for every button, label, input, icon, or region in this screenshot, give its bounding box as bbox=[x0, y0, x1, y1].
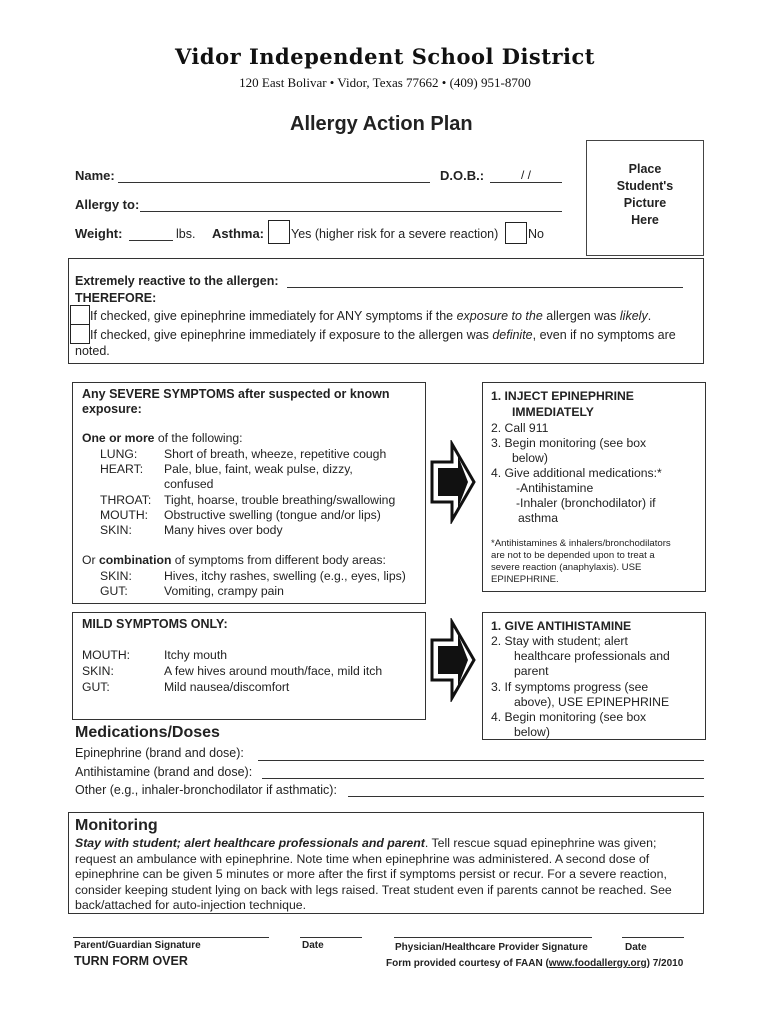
parent-signature-label: Parent/Guardian Signature bbox=[74, 940, 201, 951]
physician-date-line[interactable] bbox=[622, 937, 684, 938]
parent-signature-line[interactable] bbox=[73, 937, 269, 938]
severe-step-4-antihistamine: -Antihistamine bbox=[516, 481, 594, 495]
combo-area: GUT: bbox=[100, 584, 128, 598]
district-name: Vidor Independent School District bbox=[174, 44, 595, 69]
mild-symptom: Itchy mouth bbox=[164, 648, 227, 662]
dob-field[interactable]: / / bbox=[490, 168, 562, 183]
antihistamine-label: Antihistamine (brand and dose): bbox=[75, 765, 253, 779]
parent-date-line[interactable] bbox=[300, 937, 362, 938]
dob-label: D.O.B.: bbox=[440, 168, 485, 183]
mild-step-4: 4. Begin monitoring (see box bbox=[491, 710, 647, 724]
reactive-label: Extremely reactive to the allergen: bbox=[75, 274, 279, 288]
other-medication-field[interactable] bbox=[348, 782, 704, 797]
name-label: Name: bbox=[75, 168, 115, 183]
one-or-more-text: One or more of the following: bbox=[82, 431, 243, 445]
asthma-no-label: No bbox=[528, 227, 544, 241]
severe-symptom: Tight, hoarse, trouble breathing/swallowing bbox=[164, 493, 396, 507]
weight-unit: lbs. bbox=[176, 227, 196, 241]
epinephrine-field[interactable] bbox=[258, 746, 704, 761]
severe-area: HEART: bbox=[100, 462, 144, 476]
student-picture-box bbox=[586, 140, 704, 256]
weight-label: Weight: bbox=[75, 226, 123, 241]
mild-step-2-cont-2: parent bbox=[514, 664, 549, 678]
combination-text: Or combination of symptoms from different body areas: bbox=[82, 553, 386, 567]
mild-symptom: Mild nausea/discomfort bbox=[164, 680, 290, 694]
severe-note-1: *Antihistamines & inhalers/bronchodilators bbox=[491, 538, 671, 549]
other-medication-label: Other (e.g., inhaler-bronchodilator if asthmatic): bbox=[75, 783, 337, 797]
severe-area: SKIN: bbox=[100, 523, 132, 537]
asthma-yes-checkbox[interactable] bbox=[268, 220, 290, 244]
severe-area: MOUTH: bbox=[100, 508, 149, 522]
severe-heading-2: exposure: bbox=[82, 402, 142, 416]
mild-step-3-cont: above), USE EPINEPHRINE bbox=[514, 695, 670, 709]
severe-arrow-icon bbox=[428, 440, 478, 524]
weight-field[interactable] bbox=[129, 226, 173, 241]
mild-symptom: A few hives around mouth/face, mild itch bbox=[164, 664, 383, 678]
physician-signature-label: Physician/Healthcare Provider Signature bbox=[395, 942, 588, 953]
therefore-label: THEREFORE: bbox=[75, 291, 157, 305]
severe-step-4-inhaler: -Inhaler (bronchodilator) if bbox=[516, 496, 656, 510]
severe-heading-1: Any SEVERE SYMPTOMS after suspected or known bbox=[82, 387, 390, 401]
photo-line-1: Place bbox=[628, 162, 662, 176]
likely-exposure-checkbox[interactable] bbox=[70, 305, 90, 325]
district-address: 120 East Bolivar • Vidor, Texas 77662 • (409) 951-8700 bbox=[239, 75, 531, 90]
mild-area: GUT: bbox=[82, 680, 110, 694]
severe-step-3-cont: below) bbox=[512, 451, 548, 465]
severe-step-2: 2. Call 911 bbox=[491, 421, 549, 435]
medications-heading: Medications/Doses bbox=[75, 724, 220, 741]
mild-arrow-icon bbox=[428, 618, 478, 702]
likely-exposure-text: If checked, give epinephrine immediately for ANY symptoms if the exposure to the allergen was likely. bbox=[90, 309, 652, 323]
severe-step-1-cont: IMMEDIATELY bbox=[512, 405, 594, 419]
mild-step-2-cont: healthcare professionals and bbox=[514, 649, 670, 663]
severe-step-1: 1. INJECT EPINEPHRINE bbox=[491, 389, 634, 403]
severe-note-2: are not to be depended upon to treat a bbox=[491, 550, 655, 561]
photo-line-2: Student's bbox=[616, 179, 674, 193]
antihistamine-field[interactable] bbox=[262, 764, 704, 779]
combo-area: SKIN: bbox=[100, 569, 132, 583]
physician-date-label: Date bbox=[625, 942, 647, 953]
severe-step-3: 3. Begin monitoring (see box bbox=[491, 436, 647, 450]
allergy-field[interactable] bbox=[140, 197, 562, 212]
mild-step-4-cont: below) bbox=[514, 725, 550, 739]
parent-date-label: Date bbox=[302, 940, 324, 951]
mild-area: MOUTH: bbox=[82, 648, 131, 662]
mild-step-2: 2. Stay with student; alert bbox=[491, 634, 628, 648]
severe-symptom: Many hives over body bbox=[164, 523, 283, 537]
severe-step-4: 4. Give additional medications:* bbox=[491, 466, 662, 480]
severe-symptom: Short of breath, wheeze, repetitive cough bbox=[164, 447, 387, 461]
turn-form-over: TURN FORM OVER bbox=[74, 954, 188, 968]
severe-note-3: severe reaction (anaphylaxis). USE bbox=[491, 562, 642, 573]
photo-line-4: Here bbox=[631, 213, 659, 227]
definite-exposure-text: If checked, give epinephrine immediately if exposure to the allergen was definite, even if no symptoms are bbox=[90, 328, 676, 342]
monitoring-text: Stay with student; alert healthcare professionals and parent. Tell rescue squad epinephrine was given; request an ambulance with epinephrine. Note time when epinephrine was administered. A second dose of epinephrine can be given 5 minutes or more after the first if symptoms persist or recur. For a severe reaction, consider keeping student lying on back with legs raised. Treat student even if parents cannot be reached. See back/attached for auto-injection technique. bbox=[75, 836, 672, 912]
mild-area: SKIN: bbox=[82, 664, 114, 678]
mild-step-3: 3. If symptoms progress (see bbox=[491, 680, 649, 694]
physician-signature-line[interactable] bbox=[394, 937, 592, 938]
faan-courtesy: Form provided courtesy of FAAN (www.foodallergy.org) 7/2010 bbox=[386, 958, 684, 969]
severe-area: LUNG: bbox=[100, 447, 138, 461]
mild-step-1: 1. GIVE ANTIHISTAMINE bbox=[491, 619, 632, 633]
reactive-allergen-field[interactable] bbox=[287, 273, 683, 288]
severe-area: THROAT: bbox=[100, 493, 152, 507]
severe-note-4: EPINEPHRINE. bbox=[491, 574, 559, 585]
faan-link[interactable]: www.foodallergy.org bbox=[548, 958, 647, 969]
combo-symptom: Hives, itchy rashes, swelling (e.g., eyes, lips) bbox=[164, 569, 406, 583]
definite-exposure-checkbox[interactable] bbox=[70, 324, 90, 344]
mild-heading: MILD SYMPTOMS ONLY: bbox=[82, 617, 228, 631]
epinephrine-label: Epinephrine (brand and dose): bbox=[75, 746, 244, 760]
combo-symptom: Vomiting, crampy pain bbox=[164, 584, 284, 598]
photo-line-3: Picture bbox=[623, 196, 667, 210]
definite-exposure-text-2: noted. bbox=[75, 344, 110, 358]
severe-symptom: Obstructive swelling (tongue and/or lips) bbox=[164, 508, 381, 522]
name-field[interactable] bbox=[118, 168, 430, 183]
severe-symptom: Pale, blue, faint, weak pulse, dizzy, bbox=[164, 462, 353, 476]
allergy-label: Allergy to: bbox=[75, 197, 140, 212]
asthma-no-checkbox[interactable] bbox=[505, 222, 527, 244]
severe-symptom: confused bbox=[164, 477, 214, 491]
asthma-label: Asthma: bbox=[212, 226, 265, 241]
page-title: Allergy Action Plan bbox=[290, 113, 473, 135]
severe-step-4-asthma: asthma bbox=[518, 511, 558, 525]
asthma-yes-label: Yes (higher risk for a severe reaction) bbox=[291, 227, 499, 241]
monitoring-heading: Monitoring bbox=[75, 817, 158, 834]
